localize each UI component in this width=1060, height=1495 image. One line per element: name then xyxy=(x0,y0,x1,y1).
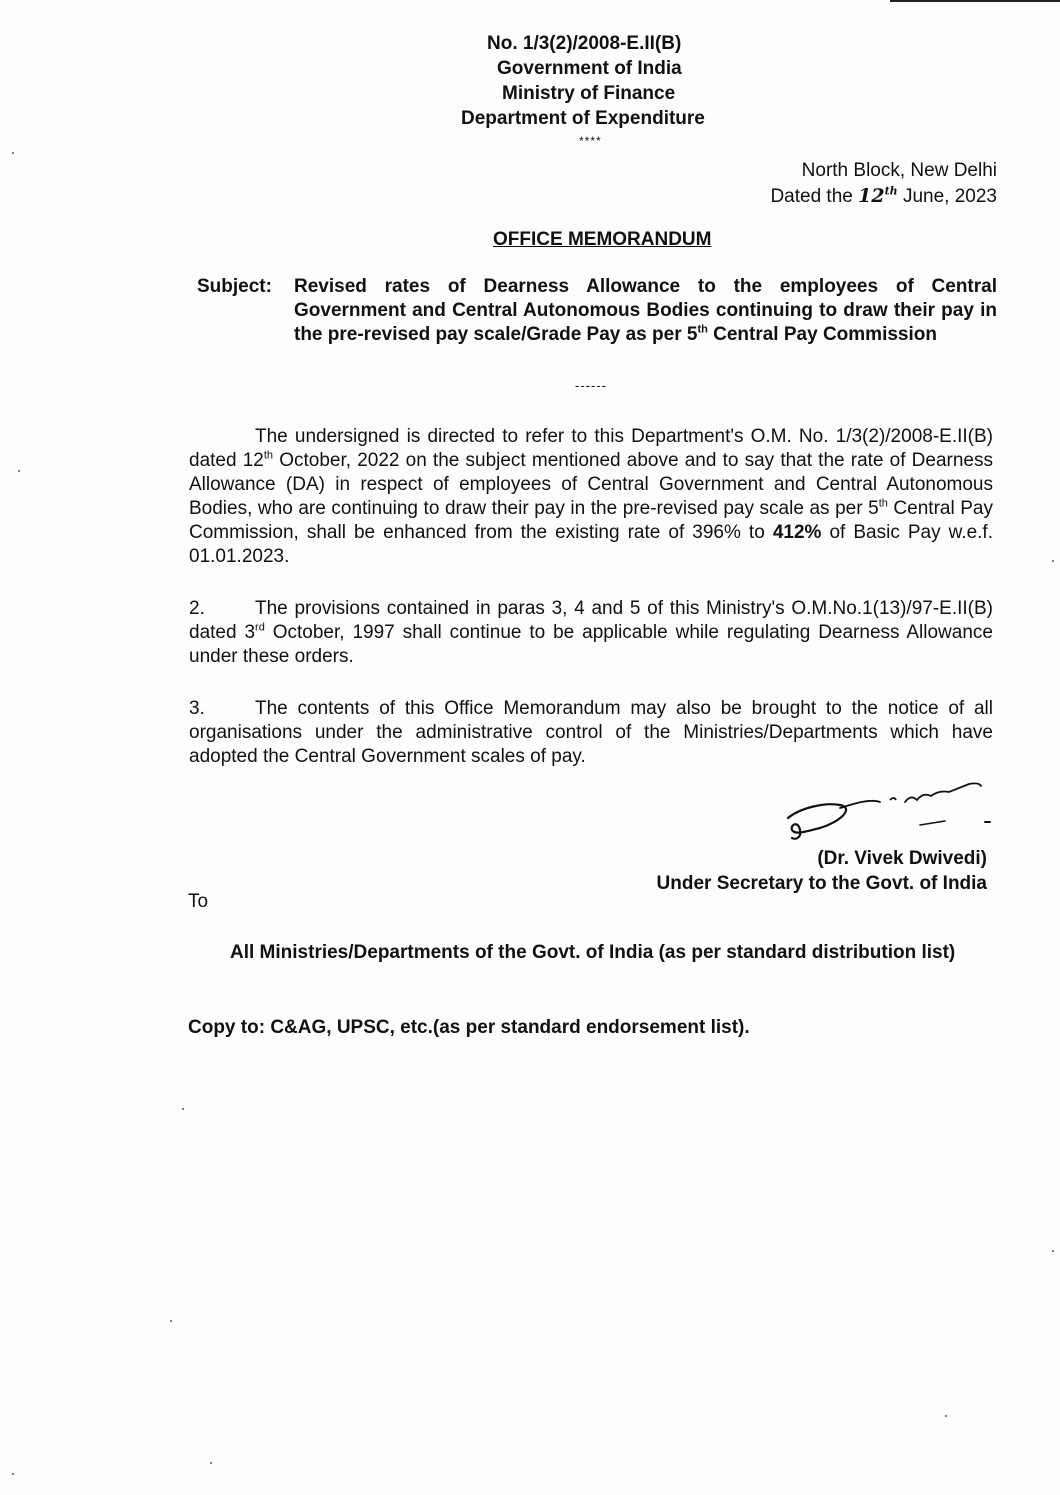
to-label: To xyxy=(188,891,209,912)
scan-speck xyxy=(170,1320,172,1322)
paragraph-2: 2. The provisions contained in paras 3, 4 and 5 of this Ministry's O.M.No.1(13)/97-E.II(B) dated 3rd October, 1997 shall continue to be applicable while regulating Dearness Allowance under these orders. xyxy=(189,598,993,667)
signatory-designation: Under Secretary to the Govt. of India xyxy=(656,873,987,894)
memo-title: OFFICE MEMORANDUM xyxy=(493,229,712,250)
separator: ------ xyxy=(575,378,607,393)
paragraph-3: 3. The contents of this Office Memorandum may also be brought to the notice of all organisations under the administrative control of the Ministries/Departments which have adopted the Central Government scales of pay. xyxy=(189,698,993,767)
government-heading: Government of India xyxy=(497,58,682,79)
addressee: All Ministries/Departments of the Govt. of India (as per standard distribution list) xyxy=(230,942,956,963)
header-stars: **** xyxy=(579,134,602,148)
department-heading: Department of Expenditure xyxy=(461,108,705,129)
copy-to: Copy to: C&AG, UPSC, etc.(as per standard endorsement list). xyxy=(188,1017,750,1038)
top-edge-rule xyxy=(890,0,1060,2)
place-location: North Block, New Delhi xyxy=(801,160,997,181)
date-day-handwritten: 12th xyxy=(858,184,898,207)
date-rest: June, 2023 xyxy=(902,186,997,207)
signature-image xyxy=(780,780,1030,845)
scan-speck xyxy=(18,470,20,472)
scan-speck xyxy=(1052,1250,1054,1252)
scan-speck xyxy=(12,152,14,154)
scan-speck xyxy=(1052,560,1054,562)
ministry-heading: Ministry of Finance xyxy=(502,83,676,104)
date-prefix: Dated the xyxy=(770,186,853,207)
scan-speck xyxy=(182,1108,184,1110)
subject-block xyxy=(197,275,997,347)
subject-text: Revised rates of Dearness Allowance to the employees of Central Government and Central Autonomous Bodies continuing to draw their pay in the pre-revised pay scale/Grade Pay as per 5th Central Pay Commission xyxy=(294,276,997,345)
new-da-rate: 412% xyxy=(772,522,822,543)
signatory-name: (Dr. Vivek Dwivedi) xyxy=(817,848,987,869)
scan-speck xyxy=(12,1473,14,1475)
file-number: No. 1/3(2)/2008-E.II(B) xyxy=(487,33,682,54)
memo-date xyxy=(770,185,997,208)
paragraph-1: The undersigned is directed to refer to this Department's O.M. No. 1/3(2)/2008-E.II(B) dated 12th October, 2022 on the subject mentioned above and to say that the rate of Dearness Allowance (DA) in respect of employees of Central Government and Central Autonomous Bodies, who are continuing to draw their pay in the pre-revised pay scale as per 5th Central Pay Commission, shall be enhanced from the existing rate of 396% to 412% of Basic Pay w.e.f. 01.01.2023. xyxy=(189,426,993,567)
scan-speck xyxy=(945,1415,947,1417)
subject-label: Subject: xyxy=(197,276,272,297)
scan-speck xyxy=(210,1462,212,1464)
